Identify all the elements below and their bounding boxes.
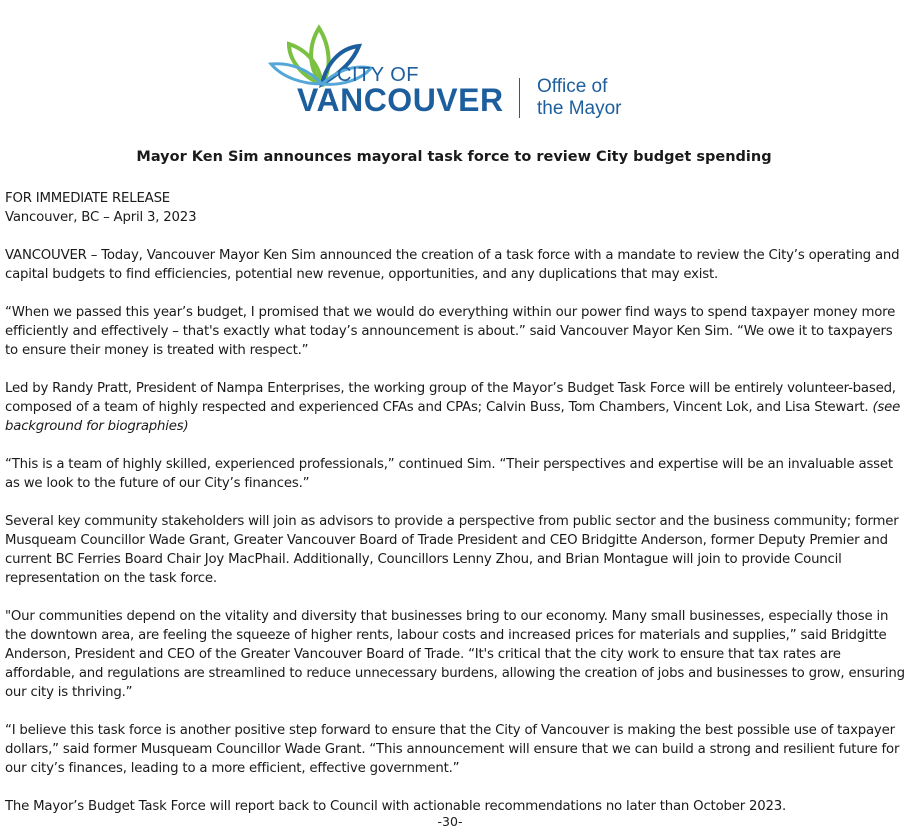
end-mark: -30-: [437, 814, 463, 829]
biographies-note: (see background for biographies): [5, 400, 901, 434]
paragraph-sim-quote: “This is a team of highly skilled, experienced professionals,” continued Sim. “Their perspectives and expertise will be an invaluable asset as we look to the future of our City’s finances.”: [5, 457, 893, 491]
logo-divider: [519, 78, 520, 118]
paragraph-task-force-members: [5, 379, 905, 436]
paragraph-report-back: The Mayor’s Budget Task Force will report back to Council with actionable recommendations no later than October 2023.: [5, 799, 787, 814]
task-force-members-text: Led by Randy Pratt, President of Nampa Enterprises, the working group of the Mayor’s Budget Task Force will be entirely volunteer-based, composed of a team of highly respected and experienced CFAs and CPAs; Calvin Buss, Tom Chambers, Vincent Lok, and Lisa Stewart.: [5, 381, 896, 415]
press-release-headline: Mayor Ken Sim announces mayoral task force to review City budget spending: [136, 149, 772, 165]
logo-vancouver-text: VANCOUVER: [297, 82, 504, 118]
logo-office-of-the-mayor: [537, 76, 621, 120]
logo-office-line2: the Mayor: [537, 98, 622, 119]
logo-city-of-text: CITY OF: [337, 64, 420, 86]
release-dateline: Vancouver, BC – April 3, 2023: [5, 210, 197, 225]
paragraph-mayor-quote: “When we passed this year’s budget, I promised that we would do everything within our power find ways to spend taxpayer money more efficiently and effectively – that's exactly what today’s announcement is about.” said Vancouver Mayor Ken Sim. “We owe it to taxpayers to ensure their money is treated with respect.”: [5, 305, 896, 358]
logo-office-line1: Office of: [537, 76, 608, 97]
release-label: FOR IMMEDIATE RELEASE: [5, 191, 171, 206]
paragraph-announcement: VANCOUVER – Today, Vancouver Mayor Ken Sim announced the creation of a task force with a mandate to review the City’s operating and capital budgets to find efficiencies, potential new revenue, opportunities, and any duplications that may exist.: [5, 248, 900, 282]
press-release-body: [5, 189, 905, 816]
paragraph-advisors: Several key community stakeholders will join as advisors to provide a perspective from public sector and the business community; former Musqueam Councillor Wade Grant, Greater Vancouver Board of Trade President and CEO Bridgitte Anderson, former Deputy Premier and current BC Ferries Board Chair Joy MacPhail. Additionally, Councillors Lenny Zhou, and Brian Montague will join to provide Council representation on the task force.: [5, 514, 899, 586]
paragraph-anderson-quote: "Our communities depend on the vitality and diversity that businesses bring to our economy. Many small businesses, especially those in the downtown area, are feeling the squeeze of higher rents, labour costs and increased prices for materials and supplies,” said Bridgitte Anderson, President and CEO of the Greater Vancouver Board of Trade. “It's critical that the city work to ensure that tax rates are affordable, and regulations are streamlined to reduce unnecessary burdens, allowing the creation of jobs and businesses to grow, ensuring our city is thriving.”: [5, 609, 905, 700]
city-of-vancouver-logo: [267, 22, 647, 122]
paragraph-grant-quote: “I believe this task force is another positive step forward to ensure that the City of Vancouver is making the best possible use of taxpayer dollars,” said former Musqueam Councillor Wade Grant. “This announcement will ensure that we can build a strong and resilient future for our city’s finances, leading to a more efficient, effective government.”: [5, 723, 900, 776]
